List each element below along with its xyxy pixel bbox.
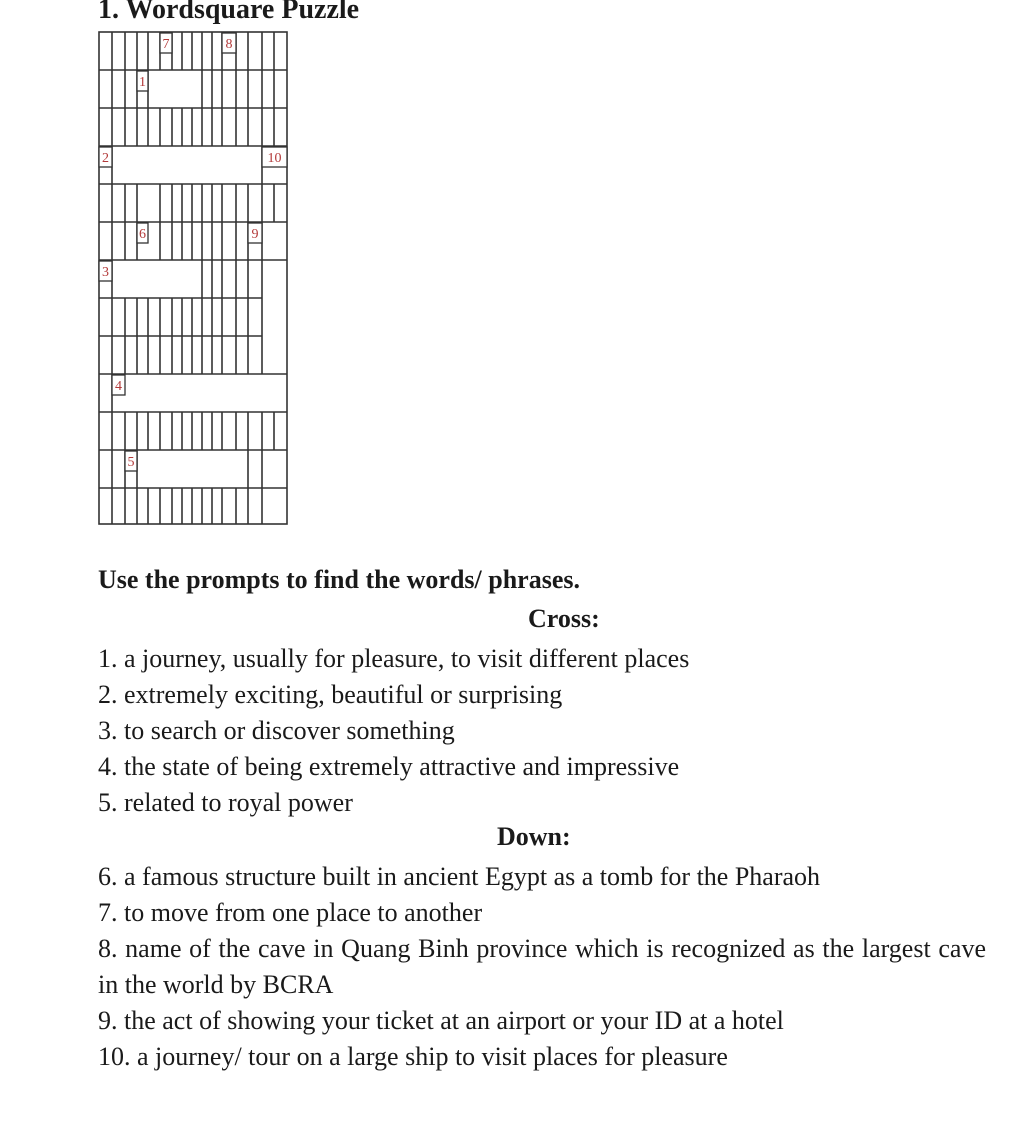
- clue-number-1: 1: [139, 75, 146, 90]
- clue-number-4: 4: [115, 379, 122, 394]
- clue-item: 3. to search or discover something: [98, 716, 455, 745]
- grid-lines: [99, 32, 287, 524]
- cross-heading: Cross:: [528, 604, 600, 633]
- crossword-grid: [0, 0, 1024, 540]
- clue-item: 6. a famous structure built in ancient Egypt as a tomb for the Pharaoh: [98, 862, 821, 891]
- clue-number-9: 9: [251, 227, 259, 242]
- down-clue-list: [98, 859, 986, 1075]
- puzzle-title: 1. Wordsquare Puzzle: [98, 0, 360, 25]
- clue-number-5: 5: [127, 455, 135, 470]
- clue-item: 9. the act of showing your ticket at an airport or your ID at a hotel: [98, 1006, 784, 1035]
- clue-number-boxes: [99, 33, 287, 471]
- clue-item: 1. a journey, usually for pleasure, to visit different places: [98, 644, 690, 673]
- clue-item: 8. name of the cave in Quang Binh province which is recognized as the largest cave in the world by BCRA: [98, 934, 986, 999]
- clue-number-7: 7: [162, 37, 170, 52]
- cross-clue-list: [98, 641, 986, 821]
- clue-item: 7. to move from one place to another: [98, 898, 483, 927]
- clue-number-3: 3: [102, 265, 109, 280]
- clue-number-2: 2: [102, 151, 109, 166]
- clue-item: 10. a journey/ tour on a large ship to visit places for pleasure: [98, 1042, 728, 1071]
- clue-item: 2. extremely exciting, beautiful or surprising: [98, 680, 563, 709]
- down-heading: Down:: [497, 822, 571, 851]
- instructions: Use the prompts to find the words/ phrases.: [98, 565, 580, 594]
- clue-item: 5. related to royal power: [98, 788, 353, 817]
- clue-item: 4. the state of being extremely attractive and impressive: [98, 752, 680, 781]
- clue-number-6: 6: [139, 227, 146, 242]
- clue-number-10: 10: [267, 151, 282, 166]
- clue-number-8: 8: [225, 37, 233, 52]
